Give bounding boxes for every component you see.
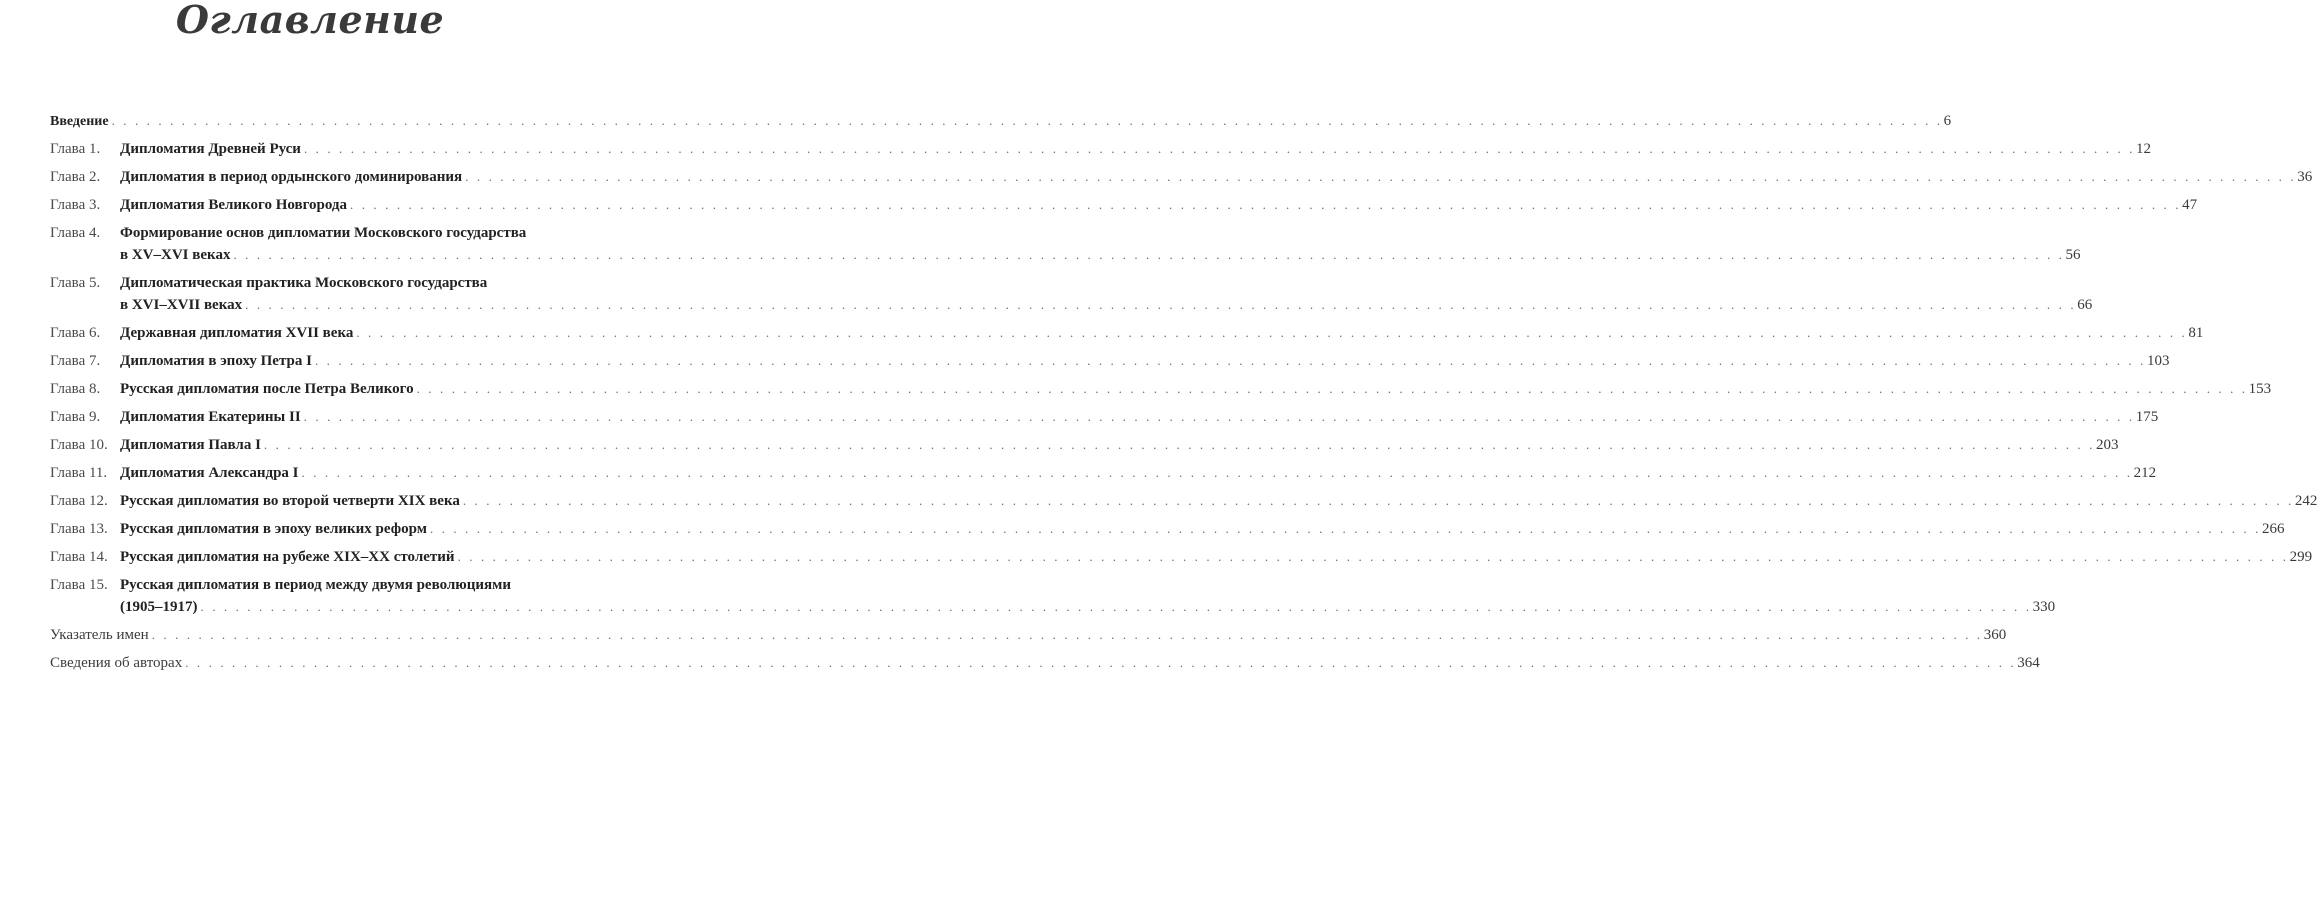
toc-chapter-number: Глава 9. (50, 409, 101, 425)
toc-chapter-number: Глава 11. (50, 465, 108, 481)
toc-leader-dots: . . . . . . . . . . . . . . . . . . . . . . . . . . . . . . . . . . . . . . . . . . . . . . . . . . . . . . . . . . . . . . . . . . . . . . . . . . . . . . . . . . . . . . . . . . . . . . . . . . . . . . . . . . . . . . . . . . . . . . . . . . . . . . . . . . . . . . . . . . . . . . . . . . . . . . . . . . . . . (356, 325, 2188, 340)
toc-title: Дипломатия Александра I (120, 465, 299, 481)
toc-page-number: 36 (2297, 169, 2313, 185)
toc-entry-chapter-9[interactable] (50, 406, 2159, 434)
toc-line (50, 110, 1952, 133)
toc-entry-chapter-6[interactable] (50, 322, 2204, 350)
toc-leader-dots: . . . . . . . . . . . . . . . . . . . . . . . . . . . . . . . . . . . . . . . . . . . . . . . . . . . . . . . . . . . . . . . . . . . . . . . . . . . . . . . . . . . . . . . . . . . . . . . . . . . . . . . . . . . . . . . . . . . . . . . . . . . . . . . . . . . . . . . . . . . . . . . . . . . . . . . . . . . . . (233, 247, 2065, 262)
toc-title: Указатель имен (50, 627, 149, 643)
toc-chapter-number: Глава 7. (50, 353, 101, 369)
toc-chapter-number: Глава 2. (50, 169, 101, 185)
toc-line (120, 322, 2204, 344)
toc-line (50, 652, 2040, 674)
toc-page-number: 330 (2032, 599, 2056, 615)
toc-leader-dots: . . . . . . . . . . . . . . . . . . . . . . . . . . . . . . . . . . . . . . . . . . . . . . . . . . . . . . . . . . . . . . . . . . . . . . . . . . . . . . . . . . . . . . . . . . . . . . . . . . . . . . . . . . . . . . . . . . . . . . . . . . . . . . . . . . . . . . . . . . . . . . . . . . . . . . . . . . . . . (151, 627, 1983, 642)
toc-entry-chapter-3[interactable] (50, 194, 2198, 222)
toc-entry-name-index[interactable] (50, 624, 2007, 652)
toc-title: Сведения об авторах (50, 655, 183, 671)
toc-page-number: 299 (2289, 549, 2313, 565)
toc-entry-introduction[interactable] (50, 110, 1952, 138)
toc-title: Дипломатия Павла I (120, 437, 261, 453)
toc-leader-dots: . . . . . . . . . . . . . . . . . . . . . . . . . . . . . . . . . . . . . . . . . . . . . . . . . . . . . . . . . . . . . . . . . . . . . . . . . . . . . . . . . . . . . . . . . . . . . . . . . . . . . . . . . . . . . . . . . . . . . . . . . . . . . . . . . . . . . . . . . . . . . . . . . . . . . . . . . . . . . (263, 437, 2095, 452)
toc-title: Дипломатическая практика Московского государства (120, 275, 488, 291)
toc-line (120, 406, 2159, 428)
toc-entry-body (120, 546, 2313, 568)
toc-leader-dots: . . . . . . . . . . . . . . . . . . . . . . . . . . . . . . . . . . . . . . . . . . . . . . . . . . . . . . . . . . . . . . . . . . . . . . . . . . . . . . . . . . . . . . . . . . . . . . . . . . . . . . . . . . . . . . . . . . . . . . . . . . . . . . . . . . . . . . . . . . . . . . . . . . . . . . . . . . . . . (429, 521, 2261, 536)
toc-line (120, 596, 2056, 618)
toc-title: Дипломатия в эпоху Петра I (120, 353, 312, 369)
toc-chapter-number: Глава 15. (50, 577, 108, 593)
toc-page-number: 212 (2133, 465, 2157, 481)
toc-page-number: 175 (2135, 409, 2159, 425)
toc-leader-dots: . . . . . . . . . . . . . . . . . . . . . . . . . . . . . . . . . . . . . . . . . . . . . . . . . . . . . . . . . . . . . . . . . . . . . . . . . . . . . . . . . . . . . . . . . . . . . . . . . . . . . . . . . . . . . . . . . . . . . . . . . . . . . . . . . . . . . . . . . . . . . . . . . . . . . . . . . . . . . (314, 353, 2146, 368)
toc-entry-about-authors[interactable] (50, 652, 2040, 680)
toc-entry-body (120, 574, 2056, 618)
toc-chapter-number: Глава 5. (50, 275, 101, 291)
toc-entry-body (120, 222, 2081, 266)
toc-title: Русская дипломатия в эпоху великих реформ (120, 521, 427, 537)
toc-chapter-number: Глава 14. (50, 549, 108, 565)
toc-leader-dots: . . . . . . . . . . . . . . . . . . . . . . . . . . . . . . . . . . . . . . . . . . . . . . . . . . . . . . . . . . . . . . . . . . . . . . . . . . . . . . . . . . . . . . . . . . . . . . . . . . . . . . . . . . . . . . . . . . . . . . . . . . . . . . . . . . . . . . . . . . . . . . . . . . . . . . . . . . . . . (416, 381, 2248, 396)
toc-leader-dots: . . . . . . . . . . . . . . . . . . . . . . . . . . . . . . . . . . . . . . . . . . . . . . . . . . . . . . . . . . . . . . . . . . . . . . . . . . . . . . . . . . . . . . . . . . . . . . . . . . . . . . . . . . . . . . . . . . . . . . . . . . . . . . . . . . . . . . . . . . . . . . . . . . . . . . . . . . . . . (350, 197, 2182, 212)
toc-entry-body (120, 490, 2317, 512)
toc-leader-dots: . . . . . . . . . . . . . . . . . . . . . . . . . . . . . . . . . . . . . . . . . . . . . . . . . . . . . . . . . . . . . . . . . . . . . . . . . . . . . . . . . . . . . . . . . . . . . . . . . . . . . . . . . . . . . . . . . . . . . . . . . . . . . . . . . . . . . . . . . . . . . . . . . . . . . . . . . . . . . (111, 113, 1943, 128)
toc-page-number: 6 (1943, 113, 1952, 129)
table-of-contents (50, 110, 2317, 680)
toc-chapter-number: Глава 13. (50, 521, 108, 537)
toc-entry-chapter-2[interactable] (50, 166, 2313, 194)
toc-leader-dots: . . . . . . . . . . . . . . . . . . . . . . . . . . . . . . . . . . . . . . . . . . . . . . . . . . . . . . . . . . . . . . . . . . . . . . . . . . . . . . . . . . . . . . . . . . . . . . . . . . . . . . . . . . . . . . . . . . . . . . . . . . . . . . . . . . . . . . . . . . . . . . . . . . . . . . . . . . . . . (245, 297, 2077, 312)
toc-line (120, 574, 614, 596)
toc-page-number: 66 (2077, 297, 2093, 313)
toc-leader-dots: . . . . . . . . . . . . . . . . . . . . . . . . . . . . . . . . . . . . . . . . . . . . . . . . . . . . . . . . . . . . . . . . . . . . . . . . . . . . . . . . . . . . . . . . . . . . . . . . . . . . . . . . . . . . . . . . . . . . . . . . . . . . . . . . . . . . . . . . . . . . . . . . . . . . . . . . . . . . . (303, 141, 2136, 156)
toc-entry-chapter-14[interactable] (50, 546, 2313, 574)
toc-entry-body (50, 652, 2040, 674)
toc-title-continuation: в XVI–XVII веках (120, 297, 243, 313)
toc-leader-dots: . . . . . . . . . . . . . . . . . . . . . . . . . . . . . . . . . . . . . . . . . . . . . . . . . . . . . . . . . . . . . . . . . . . . . . . . . . . . . . . . . . . . . . . . . . . . . . . . . . . . . . . . . . . . . . . . . . . . . . . . . . . . . . . . . . . . . . . . . . . . . . . . . . . . . . . . . . . . . (303, 409, 2135, 424)
toc-page-number: 56 (2065, 247, 2081, 263)
toc-chapter-number: Глава 8. (50, 381, 101, 397)
toc-entry-body (120, 322, 2204, 344)
toc-page-number: 203 (2095, 437, 2119, 453)
toc-title-continuation: (1905–1917) (120, 599, 198, 615)
toc-entry-chapter-11[interactable] (50, 462, 2157, 490)
toc-entry-body (120, 350, 2170, 372)
toc-entry-body (120, 518, 2285, 540)
toc-page-number: 103 (2147, 353, 2170, 369)
toc-leader-dots: . . . . . . . . . . . . . . . . . . . . . . . . . . . . . . . . . . . . . . . . . . . . . . . . . . . . . . . . . . . . . . . . . . . . . . . . . . . . . . . . . . . . . . . . . . . . . . . . . . . . . . . . . . . . . . . . . . . . . . . . . . . . . . . . . . . . . . . . . . . . . . . . . . . . . . . . . . . . . (462, 493, 2294, 508)
toc-chapter-number: Глава 4. (50, 225, 101, 241)
toc-page-number: 153 (2248, 381, 2272, 397)
toc-page-number: 360 (1983, 627, 2007, 643)
toc-title: Дипломатия Екатерины II (120, 409, 301, 425)
toc-entry-chapter-15[interactable] (50, 574, 2056, 624)
toc-line (120, 194, 2198, 216)
toc-title: Формирование основ дипломатии Московского государства (120, 225, 527, 241)
toc-line (50, 624, 2007, 646)
toc-line (120, 222, 614, 244)
toc-chapter-number: Глава 1. (50, 141, 101, 157)
toc-line (120, 546, 2313, 568)
toc-line (120, 490, 2317, 512)
toc-entry-chapter-10[interactable] (50, 434, 2119, 462)
toc-line (120, 294, 2093, 316)
toc-entry-body (50, 624, 2007, 646)
toc-chapter-number: Глава 12. (50, 493, 108, 509)
toc-line (120, 350, 2170, 372)
toc-page-number: 364 (2017, 655, 2040, 671)
toc-title: Дипломатия Древней Руси (120, 141, 301, 157)
toc-line (120, 138, 2152, 160)
toc-entry-body (120, 378, 2272, 400)
toc-title: Державная дипломатия XVII века (120, 325, 354, 341)
toc-entry-chapter-5[interactable] (50, 272, 2093, 322)
toc-chapter-number: Глава 10. (50, 437, 108, 453)
toc-line (120, 272, 614, 294)
toc-chapter-number: Глава 6. (50, 325, 101, 341)
toc-line (120, 434, 2119, 456)
toc-entry-chapter-7[interactable] (50, 350, 2170, 378)
toc-entry-body (120, 166, 2313, 188)
toc-entry-chapter-8[interactable] (50, 378, 2272, 406)
toc-line (120, 378, 2272, 400)
toc-entry-chapter-12[interactable] (50, 490, 2317, 518)
toc-entry-body (120, 272, 2093, 316)
toc-line (120, 166, 2313, 188)
toc-leader-dots: . . . . . . . . . . . . . . . . . . . . . . . . . . . . . . . . . . . . . . . . . . . . . . . . . . . . . . . . . . . . . . . . . . . . . . . . . . . . . . . . . . . . . . . . . . . . . . . . . . . . . . . . . . . . . . . . . . . . . . . . . . . . . . . . . . . . . . . . . . . . . . . . . . . . . . . . . . . . . (301, 465, 2133, 480)
toc-entry-chapter-4[interactable] (50, 222, 2081, 272)
toc-leader-dots: . . . . . . . . . . . . . . . . . . . . . . . . . . . . . . . . . . . . . . . . . . . . . . . . . . . . . . . . . . . . . . . . . . . . . . . . . . . . . . . . . . . . . . . . . . . . . . . . . . . . . . . . . . . . . . . . . . . . . . . . . . . . . . . . . . . . . . . . . . . . . . . . . . . . . . . . . . . . . (465, 169, 2297, 184)
toc-page-number: 242 (2294, 493, 2317, 509)
toc-leader-dots: . . . . . . . . . . . . . . . . . . . . . . . . . . . . . . . . . . . . . . . . . . . . . . . . . . . . . . . . . . . . . . . . . . . . . . . . . . . . . . . . . . . . . . . . . . . . . . . . . . . . . . . . . . . . . . . . . . . . . . . . . . . . . . . . . . . . . . . . . . . . . . . . . . . . . . . . . . . . . (185, 655, 2017, 670)
toc-title: Русская дипломатия во второй четверти XIX века (120, 493, 460, 509)
toc-title: Русская дипломатия после Петра Великого (120, 381, 414, 397)
toc-entry-body (120, 434, 2119, 456)
toc-entry-body (120, 138, 2152, 160)
toc-entry-body (120, 462, 2157, 484)
toc-page-number: 81 (2188, 325, 2204, 341)
toc-page-number: 47 (2182, 197, 2198, 213)
toc-title: Дипломатия в период ордынского доминирования (120, 169, 463, 185)
toc-entry-body (120, 194, 2198, 216)
toc-title: Введение (50, 114, 109, 129)
toc-line (120, 462, 2157, 484)
page-title: Оглавление (175, 0, 445, 42)
toc-title-continuation: в XV–XVI веках (120, 247, 231, 263)
toc-title: Дипломатия Великого Новгорода (120, 197, 348, 213)
toc-line (120, 518, 2285, 540)
toc-entry-body (50, 110, 1952, 133)
toc-entry-chapter-1[interactable] (50, 138, 2152, 166)
toc-title: Русская дипломатия на рубеже XIX–XX столетий (120, 549, 455, 565)
toc-page-number: 12 (2136, 141, 2152, 157)
toc-chapter-number: Глава 3. (50, 197, 101, 213)
toc-line (120, 244, 2081, 266)
toc-leader-dots: . . . . . . . . . . . . . . . . . . . . . . . . . . . . . . . . . . . . . . . . . . . . . . . . . . . . . . . . . . . . . . . . . . . . . . . . . . . . . . . . . . . . . . . . . . . . . . . . . . . . . . . . . . . . . . . . . . . . . . . . . . . . . . . . . . . . . . . . . . . . . . . . . . . . . . . . . . . . . (200, 599, 2032, 614)
toc-page-number: 266 (2262, 521, 2285, 537)
toc-entry-body (120, 406, 2159, 428)
toc-leader-dots: . . . . . . . . . . . . . . . . . . . . . . . . . . . . . . . . . . . . . . . . . . . . . . . . . . . . . . . . . . . . . . . . . . . . . . . . . . . . . . . . . . . . . . . . . . . . . . . . . . . . . . . . . . . . . . . . . . . . . . . . . . . . . . . . . . . . . . . . . . . . . . . . . . . . . . . . . . . . . (457, 549, 2289, 564)
toc-title: Русская дипломатия в период между двумя революциями (120, 577, 512, 593)
toc-entry-chapter-13[interactable] (50, 518, 2285, 546)
